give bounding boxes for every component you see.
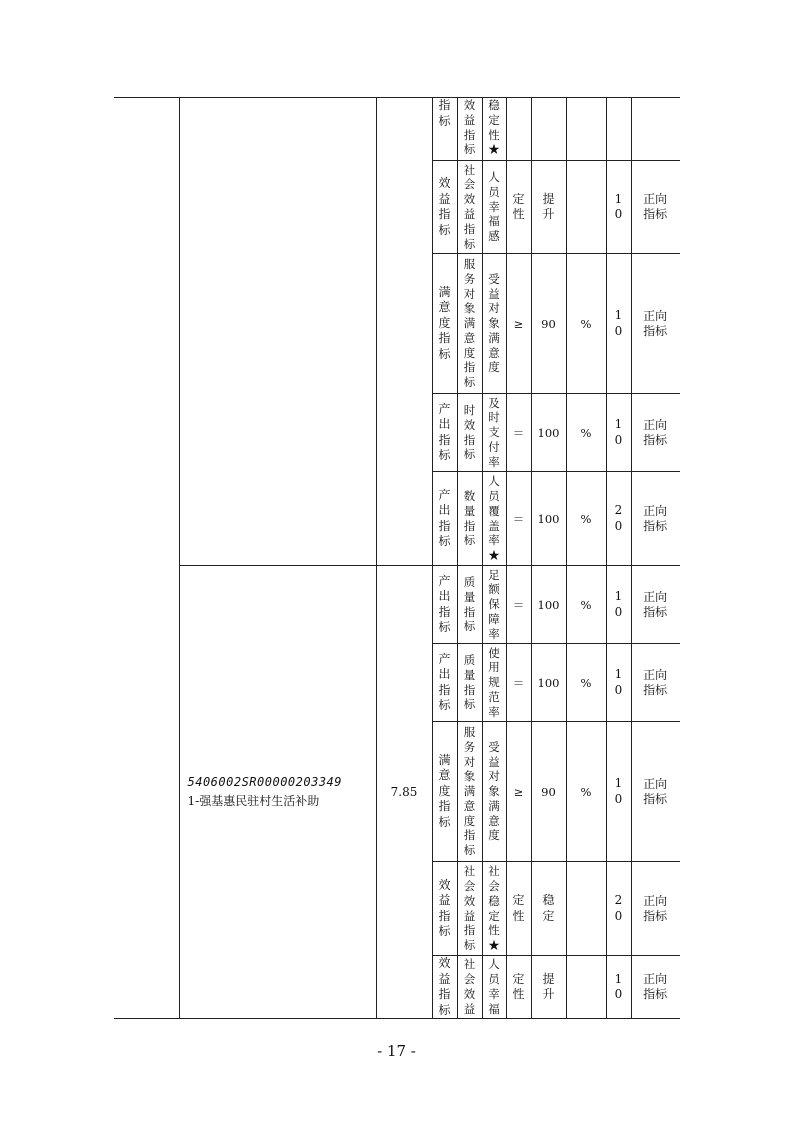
level1-indicator (432, 862, 457, 956)
target-value-text: 稳定 (542, 893, 555, 923)
direction-text: 正向指标 (643, 893, 668, 923)
target-value (531, 722, 566, 862)
weight-text: 20 (614, 503, 623, 533)
indicator-name-text: 人员幸福感 (488, 170, 500, 244)
target-value-text: 100 (537, 425, 560, 440)
weight (606, 722, 631, 862)
indicator-name-text: 足额保障率 (488, 567, 500, 641)
target-value-text: 100 (537, 597, 560, 612)
weight (606, 472, 631, 566)
level2-indicator (457, 161, 482, 254)
level1-indicator (432, 161, 457, 254)
unit (566, 566, 606, 644)
operator-text: ≥ (513, 316, 524, 331)
blank-category-cell (114, 98, 179, 1019)
direction (631, 254, 680, 394)
target-value (531, 566, 566, 644)
indicator-name-text: 社会稳定性★ (488, 864, 500, 953)
weight-text: 10 (614, 667, 623, 697)
operator-text: 定性 (512, 191, 525, 221)
level2-indicator (457, 862, 482, 956)
unit (566, 98, 606, 161)
level1-indicator-text: 产出指标 (438, 487, 451, 548)
level1-indicator-text: 产出指标 (438, 651, 451, 712)
target-value-text: 100 (537, 511, 560, 526)
level1-indicator-text: 指标 (438, 98, 451, 128)
indicator-name (482, 472, 506, 566)
level2-indicator-text: 社会效益 (463, 957, 476, 1016)
level2-indicator (457, 566, 482, 644)
operator (506, 254, 531, 394)
level1-indicator (432, 644, 457, 722)
level2-indicator-text: 质量指标 (463, 574, 476, 634)
indicator-name-text: 受益对象满意度 (488, 271, 500, 375)
level1-indicator (432, 722, 457, 862)
direction (631, 98, 680, 161)
unit-text: % (580, 784, 592, 799)
level1-indicator (432, 956, 457, 1019)
unit-text: % (580, 675, 592, 690)
direction (631, 161, 680, 254)
target-value (531, 394, 566, 472)
operator (506, 394, 531, 472)
indicator-name-text: 及时支付率 (488, 395, 500, 469)
amount-value: 7.85 (390, 785, 418, 799)
operator-text: ＝ (512, 597, 525, 612)
operator-text: ＝ (512, 675, 525, 690)
target-value (531, 956, 566, 1019)
operator (506, 98, 531, 161)
level1-indicator-text: 产出指标 (438, 401, 451, 462)
indicator-name (482, 956, 506, 1019)
indicator-name (482, 644, 506, 722)
indicator-name (482, 722, 506, 862)
target-value (531, 472, 566, 566)
target-value-text: 提升 (542, 191, 555, 221)
target-value-text: 提升 (542, 971, 555, 1001)
direction-text: 正向指标 (643, 503, 668, 533)
level1-indicator (432, 254, 457, 394)
unit-text: % (580, 597, 592, 612)
weight (606, 566, 631, 644)
direction-text: 正向指标 (643, 776, 668, 806)
unit (566, 394, 606, 472)
level2-indicator-text: 数量指标 (463, 488, 476, 548)
unit (566, 472, 606, 566)
operator-text: 定性 (512, 893, 525, 923)
level1-indicator-text: 效益指标 (438, 176, 451, 237)
indicator-name (482, 254, 506, 394)
direction-text: 正向指标 (643, 417, 668, 447)
indicator-name-text: 人员幸福 (488, 957, 500, 1016)
direction (631, 394, 680, 472)
target-value-text: 100 (537, 675, 560, 690)
weight (606, 862, 631, 956)
weight-text: 10 (614, 308, 623, 338)
level2-indicator (457, 722, 482, 862)
target-value-text: 90 (541, 784, 556, 799)
level2-indicator (457, 254, 482, 394)
level2-indicator-text: 社会效益指标 (463, 864, 476, 953)
target-value (531, 161, 566, 254)
weight-text: 10 (614, 776, 623, 806)
unit (566, 956, 606, 1019)
weight-text: 10 (614, 971, 623, 1001)
weight-text: 10 (614, 589, 623, 619)
direction (631, 644, 680, 722)
indicator-name-text: 使用规范率 (488, 645, 500, 719)
target-value-text: 90 (541, 316, 556, 331)
unit (566, 862, 606, 956)
indicator-name-text: 人员覆盖率★ (488, 474, 500, 563)
level2-indicator (457, 956, 482, 1019)
indicator-name-text: 稳定性★ (488, 98, 500, 157)
direction (631, 472, 680, 566)
indicator-name (482, 98, 506, 161)
level2-indicator-text: 服务对象满意度指标 (463, 256, 476, 390)
weight (606, 956, 631, 1019)
indicator-name (482, 161, 506, 254)
operator (506, 472, 531, 566)
project-code: 5406002SR00000203349 (187, 775, 342, 789)
unit-text: % (580, 511, 592, 526)
level1-indicator-text: 产出指标 (438, 573, 451, 634)
weight-text: 20 (614, 893, 623, 923)
direction (631, 956, 680, 1019)
direction (631, 722, 680, 862)
direction-text: 正向指标 (643, 308, 668, 338)
project-cell-empty (179, 98, 376, 566)
unit-text: % (580, 316, 592, 331)
weight (606, 254, 631, 394)
level2-indicator (457, 394, 482, 472)
level2-indicator-text: 时效指标 (463, 402, 476, 462)
operator-text: 定性 (512, 971, 525, 1001)
level2-indicator-text: 社会效益指标 (463, 162, 476, 251)
target-value (531, 862, 566, 956)
operator-text: ≥ (513, 784, 524, 799)
level1-indicator (432, 472, 457, 566)
direction-text: 正向指标 (643, 192, 668, 221)
indicator-name (482, 394, 506, 472)
indicator-name (482, 566, 506, 644)
level2-indicator (457, 98, 482, 161)
weight (606, 161, 631, 254)
unit (566, 722, 606, 862)
level2-indicator-text: 质量指标 (463, 652, 476, 712)
target-value (531, 644, 566, 722)
level1-indicator (432, 394, 457, 472)
level2-indicator (457, 472, 482, 566)
level1-indicator-text: 满意度指标 (438, 284, 451, 361)
level1-indicator-text: 效益指标 (438, 877, 451, 938)
weight-text: 10 (614, 417, 623, 447)
level1-indicator (432, 98, 457, 161)
level2-indicator (457, 644, 482, 722)
direction-text: 正向指标 (643, 667, 668, 697)
operator (506, 161, 531, 254)
direction-text: 正向指标 (643, 972, 668, 1001)
level2-indicator-text: 效益指标 (463, 98, 476, 157)
unit (566, 254, 606, 394)
table-row (114, 98, 680, 161)
amount-cell (376, 566, 432, 1019)
weight (606, 644, 631, 722)
indicator-name (482, 862, 506, 956)
operator-text: ＝ (512, 425, 525, 440)
page-number: - 17 - (377, 1042, 416, 1060)
target-value (531, 98, 566, 161)
unit-text: % (580, 425, 592, 440)
unit (566, 161, 606, 254)
target-value (531, 254, 566, 394)
level2-indicator-text: 服务对象满意度指标 (463, 724, 476, 858)
project-name: 1-强基惠民驻村生活补助 (187, 794, 320, 808)
weight (606, 98, 631, 161)
operator (506, 862, 531, 956)
weight-text: 10 (614, 191, 623, 221)
table-row (114, 566, 680, 644)
level1-indicator-text: 满意度指标 (438, 752, 451, 829)
operator (506, 956, 531, 1019)
level1-indicator (432, 566, 457, 644)
operator-text: ＝ (512, 511, 525, 526)
indicator-name-text: 受益对象满意度 (488, 739, 500, 843)
amount-cell-empty (376, 98, 432, 566)
direction-text: 正向指标 (643, 589, 668, 619)
operator (506, 566, 531, 644)
unit (566, 644, 606, 722)
direction (631, 566, 680, 644)
operator (506, 644, 531, 722)
project-cell (179, 566, 376, 1019)
performance-indicator-table (114, 97, 680, 1019)
operator (506, 722, 531, 862)
direction (631, 862, 680, 956)
level1-indicator-text: 效益指标 (438, 956, 451, 1017)
weight (606, 394, 631, 472)
